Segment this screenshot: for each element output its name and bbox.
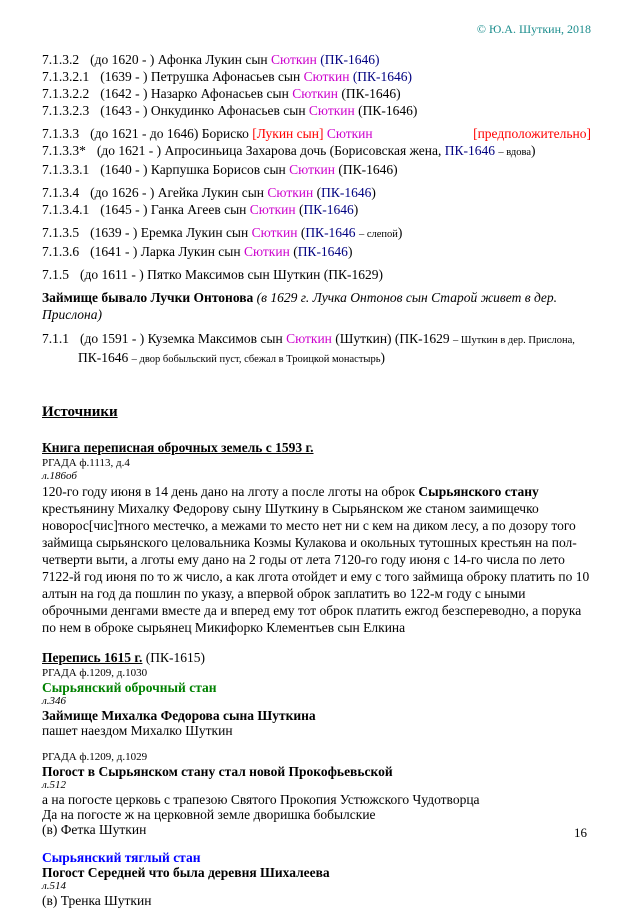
text-segment: 120-го году июня в 14 день дано на лготу а после лготы на оброк (42, 484, 419, 499)
entry-group (42, 51, 591, 119)
text-segment: Сюткин (292, 86, 339, 101)
entry-number: 7.1.3.3 (42, 126, 80, 141)
text-segment: ( (313, 185, 322, 200)
source-line (42, 708, 591, 723)
text-segment: РГАДА ф.1209, д.1030 (42, 667, 148, 679)
text-segment: Перепись 1615 г. (42, 650, 143, 665)
text-segment: ПК-1646 (321, 185, 372, 200)
entry-group (42, 184, 591, 218)
text-segment: л.346 (42, 695, 67, 707)
entry-number: 7.1.5 (42, 267, 69, 282)
text-segment: а на погосте церковь с трапезою Святого Прокопия Устюжского Чудотворца (42, 792, 480, 807)
text-segment: РГАДА ф.1209, д.1029 (42, 751, 148, 763)
text-segment: (1641 - ) Ларка Лукин сын (90, 244, 244, 259)
text-segment: – двор бобыльский пуст, сбежал в Троицкой монастырь (131, 354, 381, 365)
text-segment: Да на погосте ж на церковной земле дворишка бобылские (42, 807, 376, 822)
text-segment: Займище Михалка Федорова сына Шуткина (42, 708, 316, 723)
source-line (42, 822, 591, 837)
genealogy-entry (42, 224, 591, 243)
text-segment: (1645 - ) Ганка Агеев сын (100, 202, 250, 217)
text-segment: ) (347, 244, 353, 259)
copyright-notice: © Ю.А. Шуткин, 2018 (476, 22, 591, 36)
text-segment: (1643 - ) Онкудинко Афонасьев сын (100, 103, 309, 118)
entry-group (42, 330, 591, 368)
entry-number: 7.1.1 (42, 331, 69, 346)
text-segment: – слепой (358, 229, 398, 240)
text-segment: (1640 - ) Карпушка Борисов сын (100, 162, 290, 177)
text-segment: л.186об (42, 470, 77, 482)
source-line (42, 680, 591, 695)
text-segment: ПК-1646 (444, 143, 495, 158)
source-line (42, 880, 591, 893)
text-segment: ПК-1646 (78, 350, 132, 365)
source-line (42, 695, 591, 708)
text-segment: (Шуткин) (ПК-1629 (331, 331, 454, 346)
entry-number: 7.1.3.2.3 (42, 103, 90, 118)
text-segment: Сюткин (308, 103, 355, 118)
text-segment: ) (371, 185, 376, 200)
text-segment: (ПК-1646) (334, 162, 398, 177)
text-segment: ПК-1646 (297, 244, 348, 259)
source-block (42, 649, 591, 738)
text-segment: л.512 (42, 779, 67, 791)
sources-section (42, 439, 591, 908)
genealogy-entry (42, 243, 591, 260)
source-line (42, 457, 591, 470)
entry-number: 7.1.3.4 (42, 185, 80, 200)
text-segment: Сырьянский оброчный стан (42, 680, 217, 695)
text-segment: Сюткин (326, 126, 373, 141)
text-segment: Займище бывало Лучки Онтонова (42, 290, 257, 305)
text-segment: (до 1611 - ) Пятко Максимов сын Шуткин (ПК-1629) (80, 267, 383, 282)
genealogy-entry (42, 201, 591, 218)
source-block (42, 850, 591, 908)
text-segment: Сюткин (251, 225, 298, 240)
text-segment: (ПК-1646) (354, 103, 418, 118)
source-block (42, 751, 591, 837)
entry-number: 7.1.3.2 (42, 52, 80, 67)
genealogy-entry (42, 161, 591, 178)
text-segment: Сюткин (243, 244, 290, 259)
text-segment: Сюткин (286, 331, 332, 346)
text-segment: ПК-1646 (303, 202, 354, 217)
text-segment: Погост в Сырьянском стану стал новой Прокофьевьской (42, 764, 393, 779)
text-segment: Сырьянский тяглый стан (42, 850, 201, 865)
genealogy-entry (42, 125, 591, 142)
text-segment: (1642 - ) Назарко Афонасьев сын (100, 86, 293, 101)
entry-number: 7.1.3.2.1 (42, 69, 90, 84)
entry-number: 7.1.3.6 (42, 244, 80, 259)
text-segment: (до 1621 - ) Апросиньица Захарова дочь (Борисовская жена, (96, 143, 445, 158)
text-segment: (ПК-1646) (349, 69, 413, 84)
text-segment: Книга переписная оброчных земель с 1593 г. (42, 440, 314, 455)
sources-heading: Источники (42, 404, 118, 420)
text-segment: (ПК-1646) (338, 86, 401, 101)
genealogy-entry (42, 184, 591, 201)
genealogy-entry (42, 142, 591, 161)
text-segment: [Лукин сын] (252, 126, 324, 141)
text-segment: (в) Фетка Шуткин (42, 822, 147, 837)
genealogy-section (42, 51, 591, 368)
text-segment: (ПК-1615) (142, 650, 206, 665)
entry-group (42, 125, 591, 178)
text-segment: ( (295, 202, 304, 217)
text-segment: (в 1629 г. Лучка Онтонов сын Старой живет в дер. Прислона) (42, 290, 558, 322)
source-line (42, 470, 591, 483)
source-line (42, 439, 591, 457)
source-line (42, 483, 591, 636)
entry-group (42, 224, 591, 260)
entry-number: 7.1.3.3.1 (42, 162, 90, 177)
text-segment: Сюткин (249, 202, 296, 217)
text-segment: (до 1621 - до 1646) Бориско (90, 126, 253, 141)
text-segment: (1639 - ) Петрушка Афонасьев сын (100, 69, 304, 84)
text-segment: (в) Тренка Шуткин (42, 893, 152, 908)
zaimishche-note (42, 289, 591, 323)
source-line (42, 751, 591, 764)
text-segment: Сюткин (289, 162, 335, 177)
text-segment: ) (353, 202, 359, 217)
source-line (42, 649, 591, 667)
source-line (42, 865, 591, 880)
text-segment: (ПК-1646) (316, 52, 380, 67)
source-line (42, 764, 591, 779)
source-line (42, 723, 591, 738)
genealogy-entry (42, 266, 591, 283)
text-segment: Сюткин (303, 69, 350, 84)
text-segment: РГАДА ф.1113, д.4 (42, 457, 130, 469)
source-line (42, 779, 591, 792)
entry-number: 7.1.3.5 (42, 225, 80, 240)
text-segment: Сырьянского стану (418, 484, 539, 499)
text-segment: (до 1620 - ) Афонка Лукин сын (90, 52, 272, 67)
page-number: 16 (574, 825, 587, 840)
text-segment: крестьянину Михалку Федорову сыну Шуткину в Сырьянском же станом заимищечко новорос[чис]тного местечко, а межами то место нет ни с кем на диком лесу, а по дозору того займища сырьянского целовальника Козмы Кулакова и окольных тутошных крестьян на пол-четверти выти, а лготы ему дано на 2 годы от лета 7120-го году июня с 14-го числа по лето 7122-й год июня по то ж число, а как лгота отойдет и ему с того займища оброку платить по 10 алтын на год да пошлин по указу, а впервой оброк заплатить во 122-м году с ыными оброчными денгами вместе да и вперед ему тот оброк платить ежгод безспереводно, а порука по нем в оброке сырьянец Микифорко Клементьев сын Елкина (42, 501, 590, 635)
source-line (42, 792, 591, 807)
text-segment: пашет наездом Михалко Шуткин (42, 723, 233, 738)
text-segment: ) (397, 225, 403, 240)
text-segment: (1639 - ) Еремка Лукин сын (90, 225, 252, 240)
text-segment: (до 1626 - ) Агейка Лукин сын (90, 185, 268, 200)
genealogy-entry (42, 102, 591, 119)
source-block (42, 439, 591, 636)
text-segment: Сюткин (267, 185, 314, 200)
text-segment: ( (289, 244, 298, 259)
source-line (42, 807, 591, 822)
text-segment: ) (380, 350, 386, 365)
text-segment: ПК-1646 (305, 225, 356, 240)
assumption-tag: [предположительно] (473, 126, 591, 141)
source-line (42, 850, 591, 865)
genealogy-entry (42, 51, 591, 68)
genealogy-entry (42, 330, 591, 368)
genealogy-entry (42, 85, 591, 102)
text-segment: – Шуткин в дер. Прислона, (453, 335, 575, 346)
text-segment: л.514 (42, 880, 67, 892)
source-line (42, 667, 591, 680)
entry-number: 7.1.3.4.1 (42, 202, 90, 217)
text-segment: ) (531, 143, 536, 158)
entry-group (42, 266, 591, 283)
text-segment: Сюткин (271, 52, 317, 67)
text-segment: ( (297, 225, 306, 240)
entry-number: 7.1.3.2.2 (42, 86, 90, 101)
genealogy-entry (42, 68, 591, 85)
text-segment: Погост Середней что была деревня Шихалеева (42, 865, 330, 880)
text-segment: (до 1591 - ) Куземка Максимов сын (80, 331, 287, 346)
text-segment: – вдова (498, 147, 531, 158)
source-line (42, 893, 591, 908)
entry-number: 7.1.3.3* (42, 143, 86, 158)
